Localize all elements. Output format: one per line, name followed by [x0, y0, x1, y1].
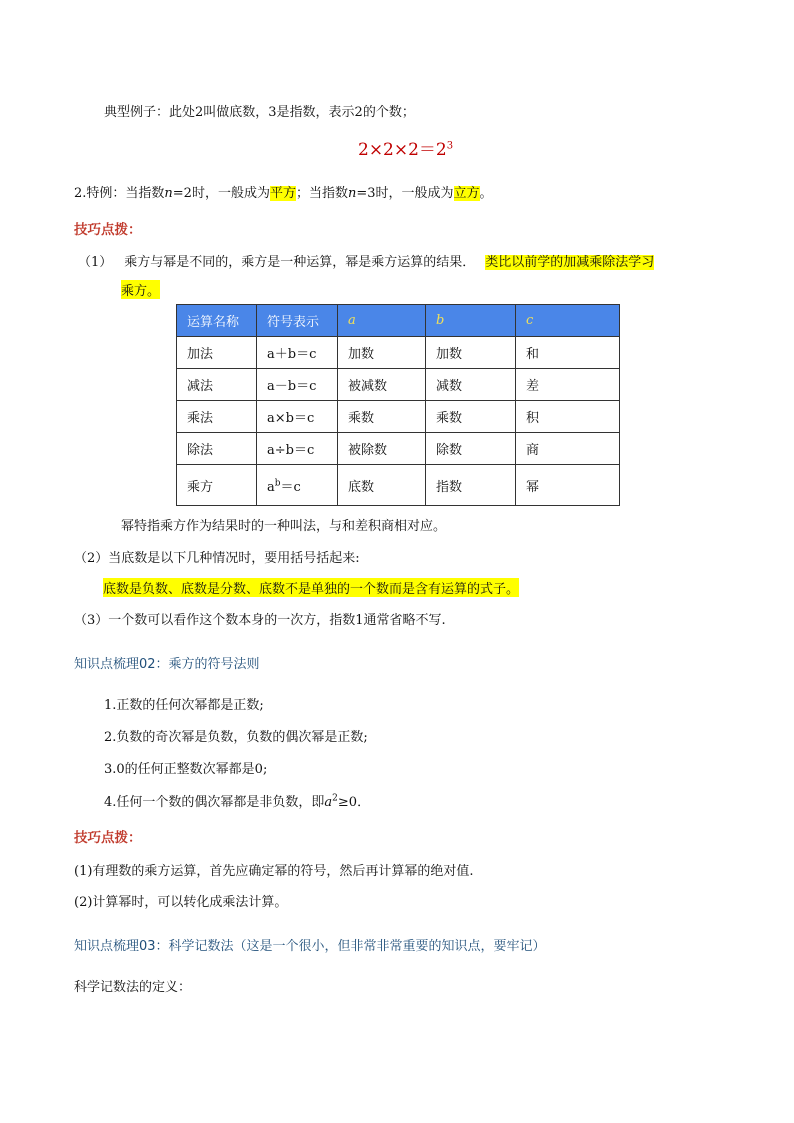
tip-item-1	[78, 251, 654, 270]
table-cell: 积	[516, 401, 620, 433]
table-cell: 差	[516, 369, 620, 401]
special-suffix: 。	[479, 186, 493, 201]
analogy-highlight: 类比以前学的加减乘除法学习	[485, 255, 655, 270]
example-text: 典型例子：此处2叫做底数，3是指数，表示2的个数；	[104, 105, 415, 120]
table-cell: 底数	[338, 465, 426, 506]
tip-item-3: （3）一个数可以看作这个数本身的一次方，指数1通常省略不写.	[74, 613, 446, 628]
table-cell: 除数	[426, 433, 516, 465]
special-mid3: =3时，一般成为	[356, 186, 454, 201]
item-text: 乘方与幂是不同的，乘方是一种运算，幂是乘方运算的结果．	[124, 255, 476, 270]
power-note: 幂特指乘方作为结果时的一种叫法，与和差积商相对应。	[121, 519, 447, 534]
table-row	[177, 465, 620, 506]
analogy-highlight-cont: 乘方。	[121, 280, 160, 299]
tip-item: (2)计算幂时，可以转化成乘法计算。	[74, 895, 288, 910]
table-cell: 减法	[177, 369, 257, 401]
table-cell: 乘法	[177, 401, 257, 433]
special-mid1: =2时，一般成为	[172, 186, 270, 201]
cube-highlight: 立方	[453, 186, 480, 201]
table-header-row	[177, 305, 620, 337]
rule-item: 3.0的任何正整数次幂都是0;	[104, 762, 268, 777]
table-cell: 被减数	[338, 369, 426, 401]
var-a: a	[324, 795, 333, 810]
table-cell: 商	[516, 433, 620, 465]
var-n: n	[347, 186, 357, 201]
operations-table	[176, 304, 620, 506]
table-header: 运算名称	[177, 305, 257, 337]
rule-text: 4.任何一个数的偶次幂都是非负数，即	[104, 795, 325, 810]
power-base: a	[267, 479, 275, 495]
table-row	[177, 337, 620, 369]
tips-heading: 技巧点拨：	[74, 830, 142, 846]
formula-base: 2×2×2＝2	[358, 140, 447, 160]
formula-exponent: 3	[446, 140, 454, 152]
table-cell: 乘方	[177, 465, 257, 506]
table-cell	[257, 465, 338, 506]
table-header: b	[426, 305, 516, 337]
table-cell: 除法	[177, 433, 257, 465]
tip-item-2: （2）当底数是以下几种情况时，要用括号括起来:	[74, 551, 360, 566]
example-formula	[358, 135, 453, 160]
table-cell: a－b＝c	[257, 369, 338, 401]
table-cell: 减数	[426, 369, 516, 401]
table-header: 符号表示	[257, 305, 338, 337]
square-highlight: 平方	[269, 186, 296, 201]
section-title-02: 知识点梳理02：乘方的符号法则	[74, 657, 260, 672]
exponent: 2	[332, 793, 338, 804]
power-exponent: b	[274, 478, 281, 489]
tip-item: (1)有理数的乘方运算，首先应确定幂的符号，然后再计算幂的绝对值.	[74, 864, 474, 879]
power-rest: ＝c	[280, 479, 301, 495]
table-cell: 乘数	[338, 401, 426, 433]
special-prefix: 2.特例：当指数	[74, 186, 165, 201]
table-cell: 乘数	[426, 401, 516, 433]
tips-heading: 技巧点拨：	[74, 222, 142, 238]
bracket-cases-highlight: 底数是负数、底数是分数、底数不是单独的一个数而是含有运算的式子。	[103, 578, 519, 597]
table-cell: 被除数	[338, 433, 426, 465]
special-case-line	[74, 182, 493, 201]
table-cell: a÷b＝c	[257, 433, 338, 465]
table-cell: 指数	[426, 465, 516, 506]
definition-label: 科学记数法的定义：	[74, 980, 192, 995]
table-cell: a×b＝c	[257, 401, 338, 433]
table-cell: a＋b＝c	[257, 337, 338, 369]
table-cell: 和	[516, 337, 620, 369]
table-row	[177, 433, 620, 465]
rule-item: 1.正数的任何次幂都是正数;	[104, 698, 264, 713]
table-cell: 加数	[338, 337, 426, 369]
table-cell: 加数	[426, 337, 516, 369]
table-row	[177, 401, 620, 433]
table-cell: 加法	[177, 337, 257, 369]
rule-rest: ≥0．	[337, 795, 371, 810]
table-header: c	[516, 305, 620, 337]
section-title-03: 知识点梳理03：科学记数法（这是一个很小，但非常非常重要的知识点，要牢记）	[74, 939, 546, 954]
table-row	[177, 369, 620, 401]
table-cell: 幂	[516, 465, 620, 506]
special-mid2: ；当指数	[295, 186, 348, 201]
rule-item: 2.负数的奇次幂是负数，负数的偶次幂是正数;	[104, 730, 368, 745]
rule-item	[104, 791, 370, 810]
var-n: n	[164, 186, 173, 201]
item-number: （1）	[78, 255, 113, 270]
table-header: a	[338, 305, 426, 337]
